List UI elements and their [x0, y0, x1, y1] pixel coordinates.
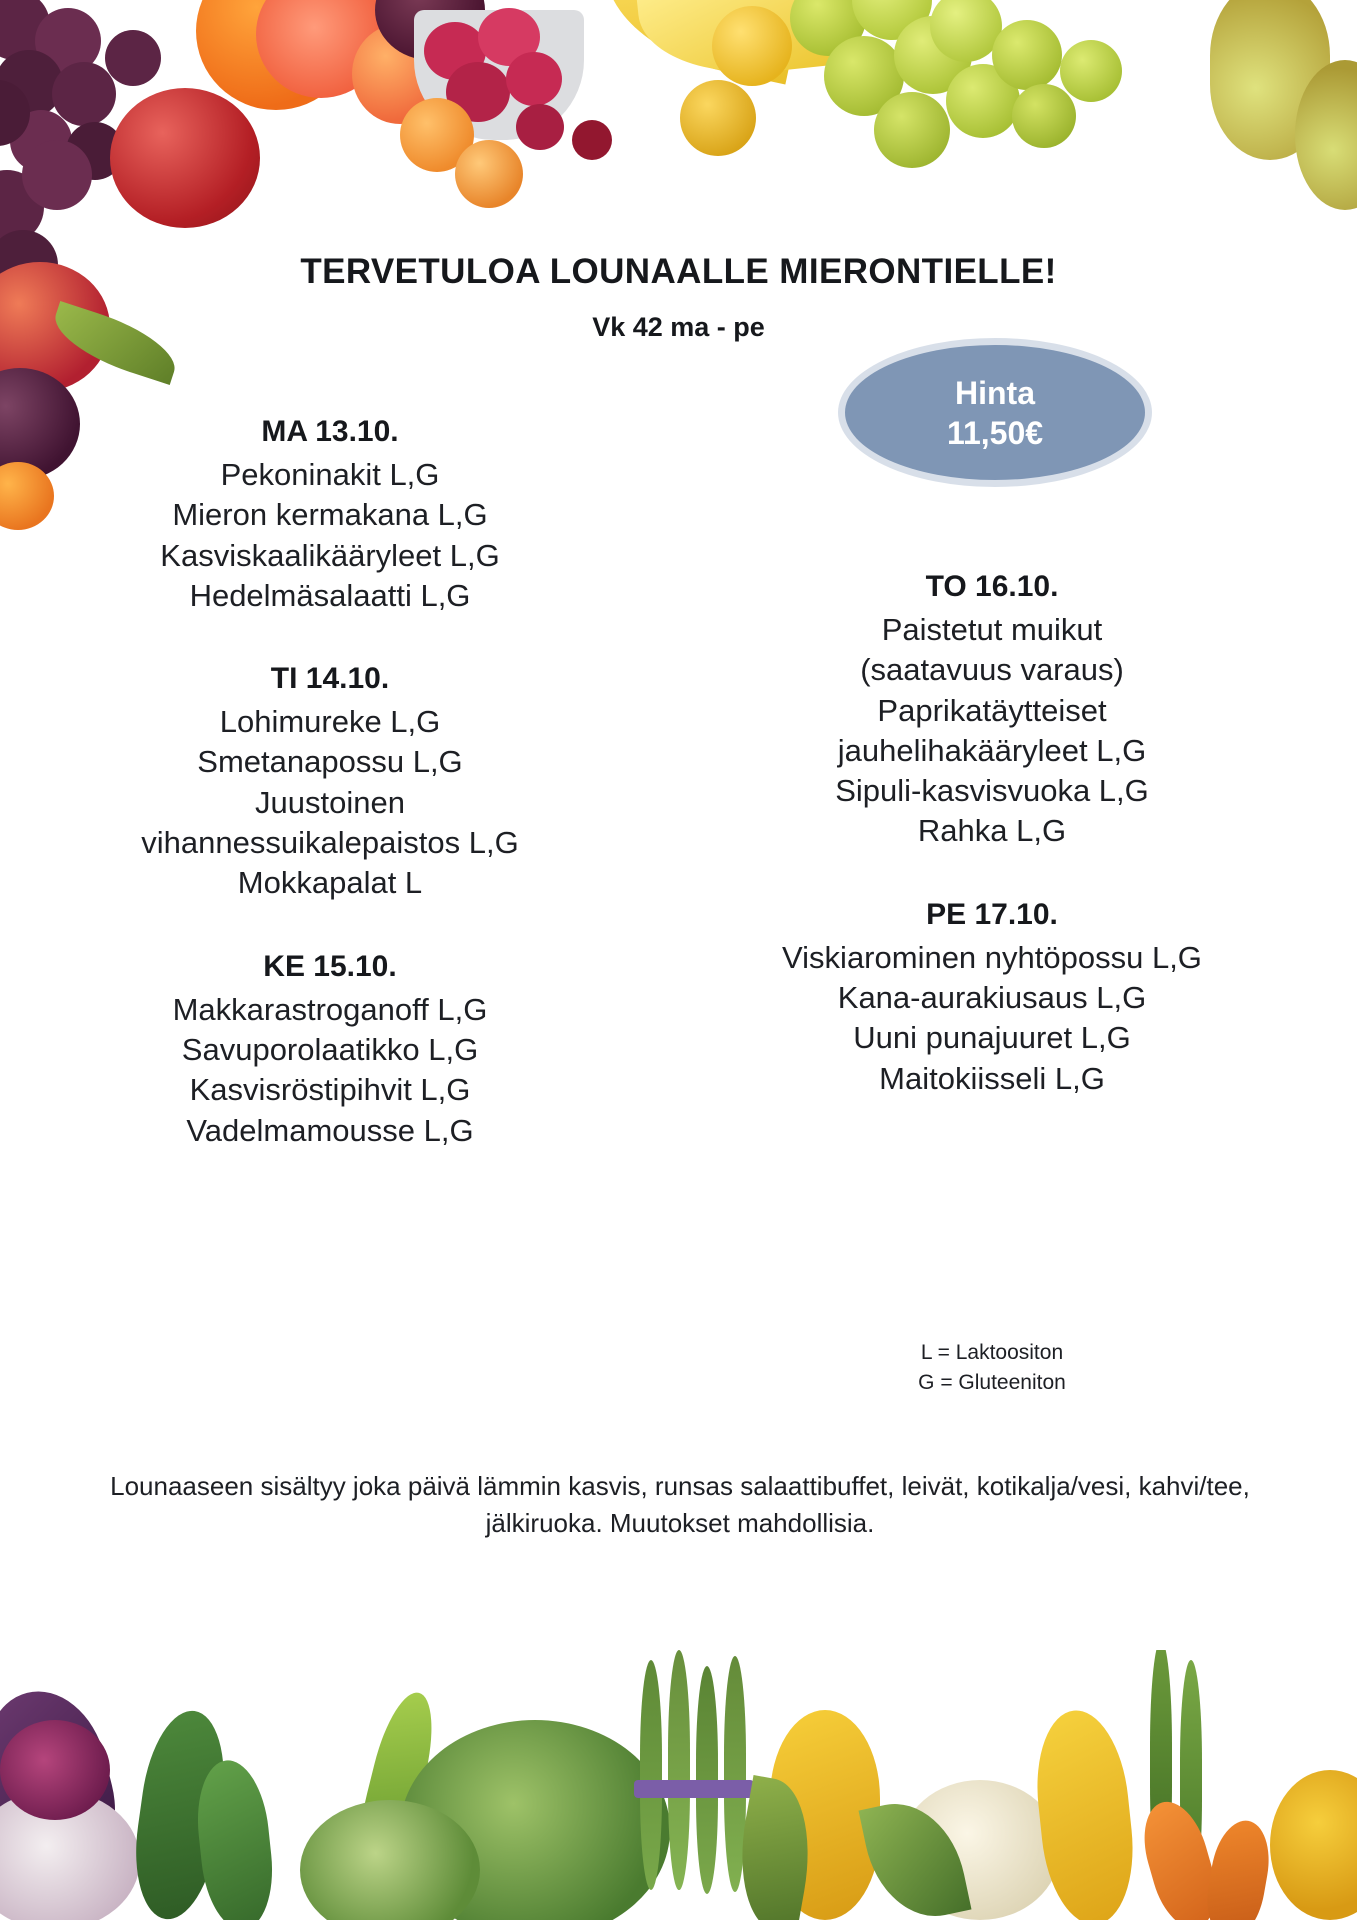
menu-column-right [672, 570, 1312, 1099]
dish-item: (saatavuus varaus) [860, 652, 1124, 688]
page-title: TERVETULOA LOUNAALLE MIERONTIELLE! [300, 252, 1057, 291]
legend-line: G = Gluteeniton [918, 1370, 1066, 1394]
menu-day-block [10, 662, 650, 903]
dish-item: Pekoninakit L,G [220, 457, 440, 492]
dish-item: vihannessuikalepaistos L,G [141, 825, 519, 861]
dish-item: Hedelmäsalaatti L,G [189, 577, 471, 613]
dish-item: Paprikatäytteiset [877, 692, 1107, 728]
dish-item: Sipuli-kasvisvuoka L,G [835, 773, 1149, 809]
dish-item: Kana-aurakiusaus L,G [837, 980, 1147, 1016]
day-heading: MA 13.10. [261, 415, 399, 448]
dish-item: Viskiarominen nyhtöpossu L,G [782, 939, 1202, 975]
price-badge [845, 345, 1145, 480]
footnote-text: Lounaaseen sisältyy joka päivä lämmin kasvis, runsas salaattibuffet, leivät, kotikalja/vesi, kahvi/tee, jälkiruoka. Muutokset mahdollisia. [110, 1471, 1250, 1538]
dish-item: Mokkapalat L [237, 865, 423, 901]
menu-day-block [672, 898, 1312, 1099]
price-label: Hinta [955, 374, 1035, 411]
allergen-legend [672, 1338, 1312, 1398]
dish-item: Kasviskaalikääryleet L,G [160, 537, 500, 573]
day-heading: TO 16.10. [925, 570, 1059, 603]
dish-item: Uuni punajuuret L,G [853, 1020, 1131, 1056]
dish-item: Makkarastroganoff L,G [172, 991, 488, 1027]
day-heading: TI 14.10. [270, 662, 390, 696]
day-heading: PE 17.10. [926, 897, 1058, 931]
legend-line: L = Laktoositon [920, 1341, 1064, 1364]
dish-item: Kasvisröstipihvit L,G [189, 1072, 471, 1108]
dish-item: Juustoinen [255, 784, 405, 820]
dish-item: Maitokiisseli L,G [879, 1060, 1105, 1096]
dish-item: jauhelihakääryleet L,G [837, 732, 1147, 768]
price-amount: 11,50€ [946, 414, 1044, 451]
dish-item: Lohimureke L,G [219, 704, 441, 740]
menu-column-left [10, 415, 650, 1151]
day-heading: KE 15.10. [263, 949, 397, 983]
dish-item: Rahka L,G [917, 813, 1067, 849]
menu-day-block [672, 570, 1312, 852]
dish-item: Vadelmamousse L,G [186, 1112, 474, 1148]
dish-item: Smetanapossu L,G [197, 744, 463, 780]
menu-day-block [10, 415, 650, 616]
page-subtitle: Vk 42 ma - pe [592, 312, 765, 342]
dish-item: Paistetut muikut [881, 612, 1103, 647]
dish-item: Mieron kermakana L,G [172, 497, 488, 533]
menu-day-block [10, 950, 650, 1151]
dish-item: Savuporolaatikko L,G [181, 1031, 479, 1067]
